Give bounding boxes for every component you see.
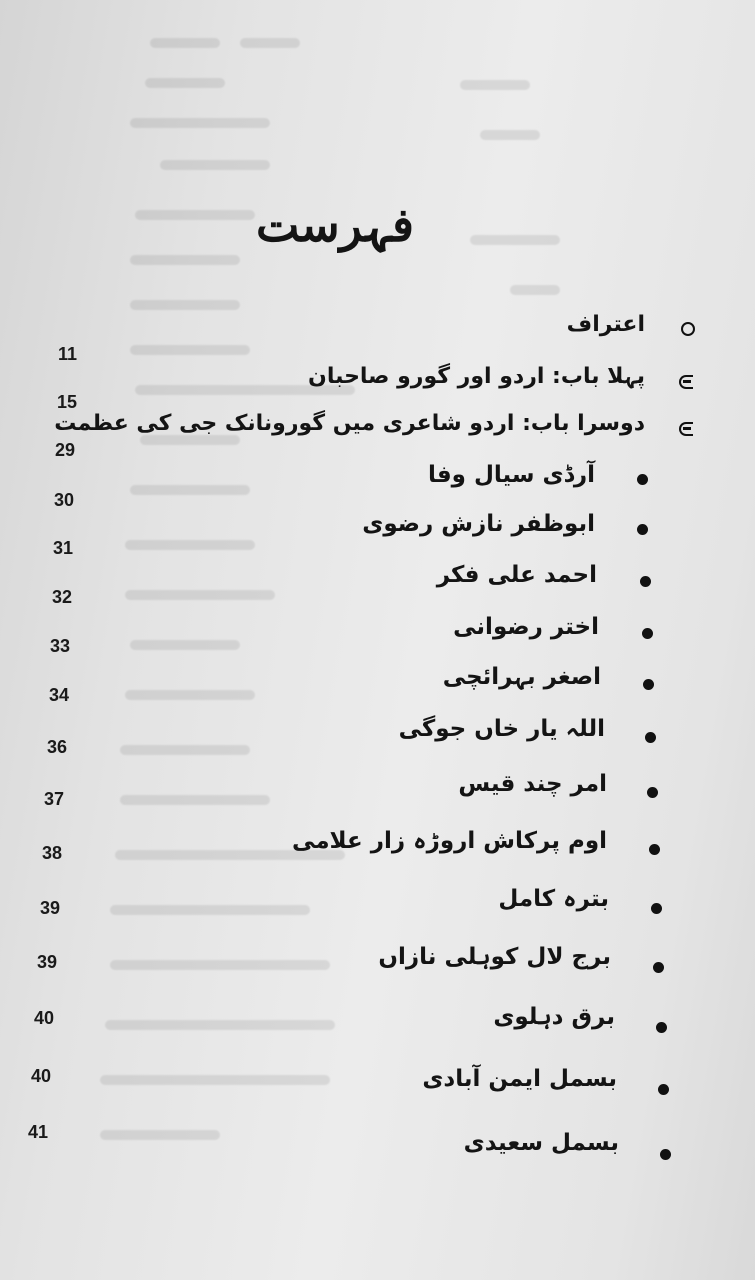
toc-entry (0, 771, 755, 815)
page-number: 34 (49, 685, 70, 705)
page-number: 11 (58, 344, 78, 364)
page-number: 15 (57, 392, 78, 412)
chapter-bullet-icon (679, 422, 693, 436)
entry-title: دوسرا باب: اردو شاعری میں گورونانک جی کی عظمت (54, 411, 645, 436)
dot-bullet-icon (637, 524, 648, 535)
circle-bullet-icon (681, 322, 695, 336)
page-number: 37 (44, 789, 65, 809)
entry-title: اصغر بہرائچی (442, 664, 601, 690)
page-number: 31 (53, 538, 74, 558)
page-number: 33 (50, 636, 71, 656)
dot-bullet-icon (660, 1149, 671, 1160)
entry-title: اوم پرکاش اروڑہ زار علامی (292, 828, 607, 854)
page-number: 30 (54, 490, 75, 510)
toc-entry (0, 1004, 755, 1048)
chapter-bullet-icon (679, 375, 693, 389)
entry-title: پہلا باب: اردو اور گورو صاحبان (308, 364, 645, 389)
toc-entry (0, 411, 755, 455)
toc-entry (0, 944, 755, 988)
toc-entry (0, 511, 755, 555)
dot-bullet-icon (651, 903, 662, 914)
dot-bullet-icon (653, 962, 664, 973)
dot-bullet-icon (637, 474, 648, 485)
page-number: 39 (37, 952, 58, 972)
toc-entry (0, 1130, 755, 1174)
page-number: 40 (31, 1066, 52, 1086)
dot-bullet-icon (645, 732, 656, 743)
page-number: 39 (40, 898, 61, 918)
page-number: 32 (52, 587, 73, 607)
entry-title: بسمل ایمن آبادی (422, 1066, 617, 1092)
dot-bullet-icon (658, 1084, 669, 1095)
toc-entry (0, 664, 755, 708)
page-title: فہرست (255, 198, 415, 252)
entry-title: بسمل سعیدی (463, 1130, 619, 1156)
dot-bullet-icon (640, 576, 651, 587)
toc-entry (0, 364, 755, 408)
entry-title: ابوظفر نازش رضوی (362, 511, 595, 537)
toc-entry (0, 562, 755, 606)
entry-title: اللہ یار خاں جوگی (398, 716, 605, 742)
dot-bullet-icon (656, 1022, 667, 1033)
entry-title: برق دہلوی (493, 1004, 615, 1030)
entry-title: برج لال کوہلی نازاں (378, 944, 611, 970)
entry-title: امر چند قیس (458, 771, 607, 797)
page-number: 29 (55, 440, 76, 460)
entry-title: آرڈی سیال وفا (427, 462, 595, 488)
toc-entry (0, 828, 755, 872)
toc-entry (0, 462, 755, 506)
page-number: 38 (42, 843, 63, 863)
dot-bullet-icon (647, 787, 658, 798)
toc-entry (0, 1066, 755, 1110)
toc-entry (0, 886, 755, 930)
toc-entry (0, 312, 755, 356)
page-number: 41 (28, 1122, 49, 1142)
dot-bullet-icon (642, 628, 653, 639)
toc-entry (0, 716, 755, 760)
dot-bullet-icon (643, 679, 654, 690)
toc-entry (0, 614, 755, 658)
entry-title: بترہ کامل (498, 886, 609, 912)
entry-title: اختر رضوانی (453, 614, 599, 640)
page-number: 36 (47, 737, 68, 757)
page-number: 40 (34, 1008, 55, 1028)
entry-title: اعتراف (566, 312, 645, 337)
entry-title: احمد علی فکر (436, 562, 597, 588)
dot-bullet-icon (649, 844, 660, 855)
